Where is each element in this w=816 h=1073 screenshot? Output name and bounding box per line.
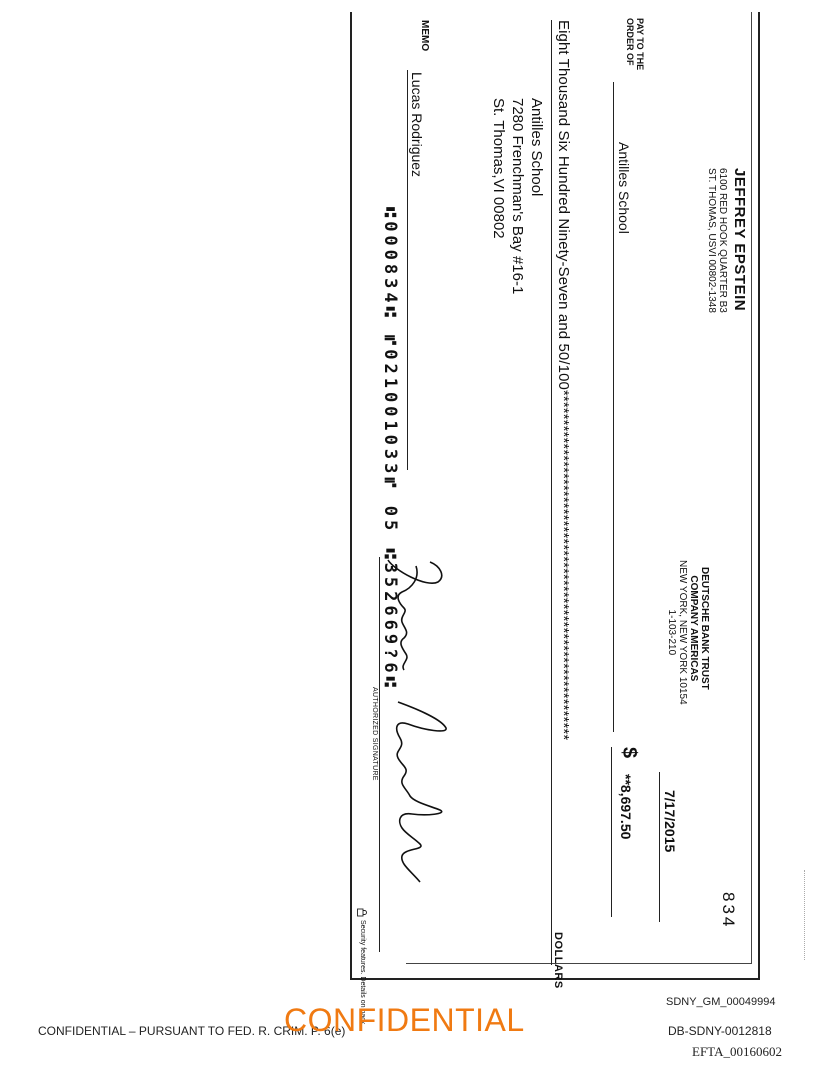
bank-name-line2: COMPANY AMERICAS (688, 575, 699, 682)
bank-address (666, 560, 688, 705)
date-line (659, 772, 660, 922)
dollars-label: DOLLARS (552, 932, 564, 989)
pay-to-label (625, 18, 645, 70)
bank-name-line1: DEUTSCHE BANK TRUST (699, 567, 710, 690)
payee-line (613, 82, 614, 732)
memo-label: MEMO (419, 20, 430, 52)
check-number: 834 (719, 892, 738, 930)
written-amount: Eight Thousand Six Hundred Ninety-Seven and 50/100*********************************************************** (555, 20, 572, 741)
bank-address-line: NEW YORK, NEW YORK 10154 (677, 560, 688, 705)
bates-number-db-sdny: DB-SDNY-0012818 (668, 1024, 772, 1038)
memo-value: Lucas Rodriguez (409, 72, 425, 178)
confidential-stamp: CONFIDENTIAL (284, 1002, 525, 1038)
amount-line (611, 747, 612, 917)
payee-address-block (489, 98, 546, 294)
check-amount: **8,697.50 (618, 774, 634, 840)
security-features-note: Security features. Details on back. (359, 920, 366, 1027)
padlock-icon (357, 908, 367, 917)
payee-address-line3: St. Thomas,VI 00802 (490, 98, 507, 239)
pay-to-label-line2: ORDER OF (625, 18, 635, 66)
payee-name: Antilles School (616, 142, 632, 234)
bank-routing-fraction: 1-103-210 (666, 609, 677, 656)
micr-line: ⑆000834⑆ ⑈021001033⑈ 05 ⑆352669?6⑆ (380, 207, 400, 691)
bates-number-sdny-gm: SDNY_GM_00049994 (666, 996, 776, 1008)
payee-address-line1: Antilles School (528, 98, 545, 197)
pay-to-label-line1: PAY TO THE (635, 18, 645, 71)
scan-edge-mark (804, 870, 805, 960)
payee-address-line2: 7280 Frenchman's Bay #16-1 (509, 98, 526, 295)
account-holder-address-line1: 6100 RED HOOK QUARTER B3 (717, 168, 728, 313)
check-date: 7/17/2015 (662, 790, 678, 853)
memo-line (407, 70, 408, 470)
dollar-sign: $ (618, 747, 640, 759)
account-holder-address (706, 168, 728, 313)
bates-number-efta: EFTA_00160602 (692, 1044, 782, 1059)
written-amount-line (551, 20, 552, 965)
authorized-signature-label: AUTHORIZED SIGNATURE (371, 687, 378, 781)
bank-name (688, 567, 710, 690)
account-holder-name: JEFFREY EPSTEIN (731, 168, 748, 312)
account-holder-address-line2: ST. THOMAS, USVI 00802-1348 (706, 168, 717, 313)
grand-jury-confidential-notice: CONFIDENTIAL – PURSUANT TO FED. R. CRIM. P. 6(e) (38, 1024, 346, 1038)
